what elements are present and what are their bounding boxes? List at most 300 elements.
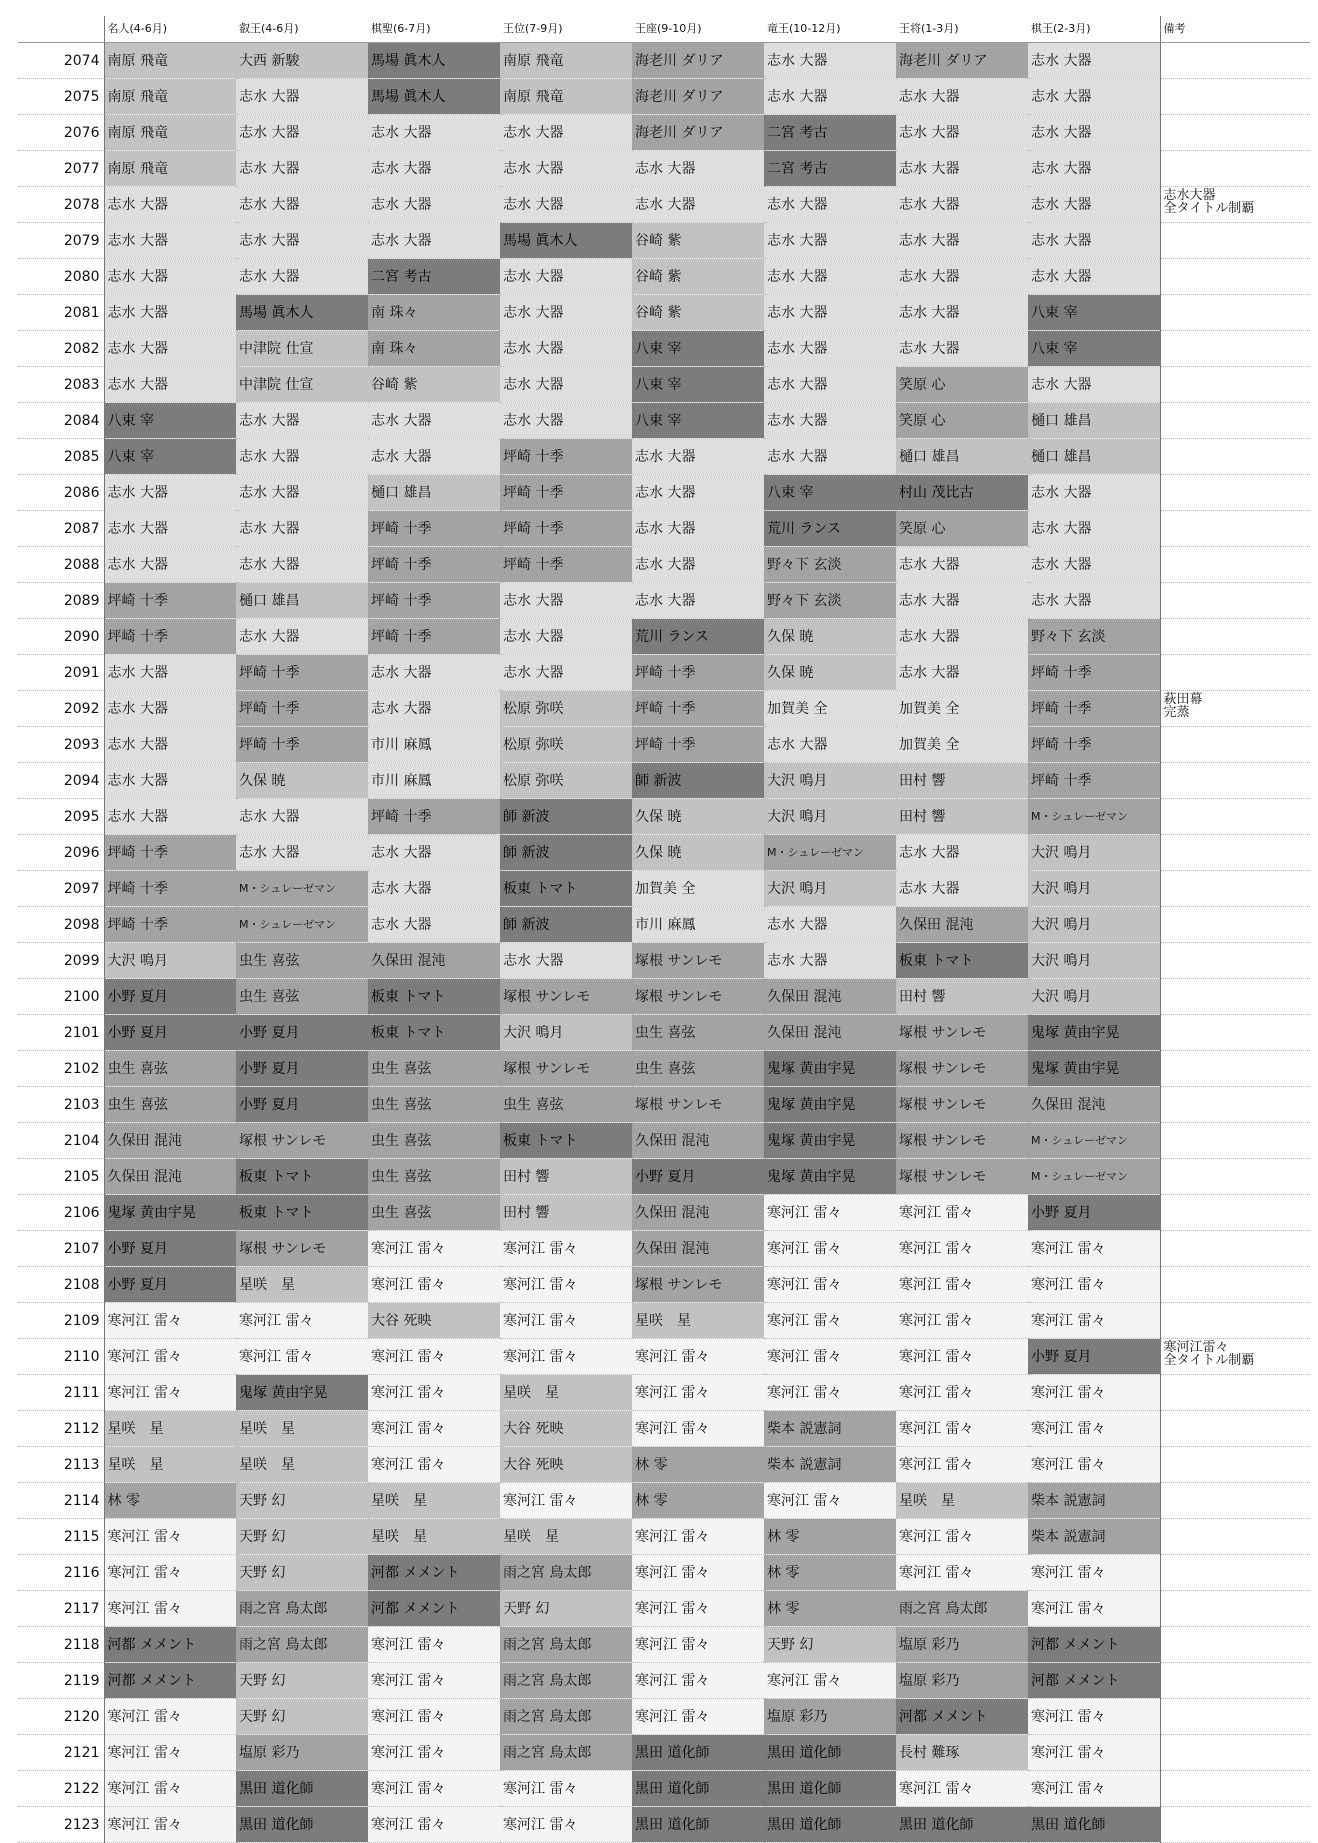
title-holder-cell: 寒河江 雷々	[104, 1699, 236, 1735]
title-holder-cell: 虫生 喜弦	[368, 1123, 500, 1159]
title-holder-cell: 柴本 説憲詞	[1028, 1483, 1160, 1519]
title-holder-cell: 塩原 彩乃	[764, 1699, 896, 1735]
year-cell: 2086	[18, 475, 104, 511]
table-row	[18, 907, 1310, 943]
title-holder-cell: 二宮 考古	[764, 151, 896, 187]
note-cell	[1160, 367, 1310, 403]
title-holder-cell: 寒河江 雷々	[1028, 1735, 1160, 1771]
note-cell	[1160, 1015, 1310, 1051]
note-cell	[1160, 1447, 1310, 1483]
title-holder-cell: 志水 大器	[104, 799, 236, 835]
title-holder-cell: 虫生 喜弦	[236, 979, 368, 1015]
title-holder-cell: 志水 大器	[632, 439, 764, 475]
title-holder-cell: 中津院 仕宣	[236, 331, 368, 367]
title-holder-cell: 坪崎 十季	[500, 547, 632, 583]
title-holder-cell: 野々下 玄淡	[764, 583, 896, 619]
title-holder-cell: 寒河江 雷々	[104, 1807, 236, 1843]
note-cell	[1160, 943, 1310, 979]
title-holder-cell: 志水 大器	[764, 943, 896, 979]
title-holder-cell: 野々下 玄淡	[764, 547, 896, 583]
title-holder-cell: 志水 大器	[104, 259, 236, 295]
title-holder-cell: 塩原 彩乃	[896, 1627, 1028, 1663]
title-holder-cell: 天野 幻	[236, 1663, 368, 1699]
year-cell: 2079	[18, 223, 104, 259]
year-cell: 2117	[18, 1591, 104, 1627]
title-holder-cell: 塩原 彩乃	[896, 1663, 1028, 1699]
title-holder-cell: 星咲 星	[236, 1447, 368, 1483]
year-cell: 2099	[18, 943, 104, 979]
table-row	[18, 1771, 1310, 1807]
title-holder-cell: 志水 大器	[764, 223, 896, 259]
title-holder-cell: 板東 トマト	[500, 1123, 632, 1159]
title-holder-cell: 久保田 混沌	[104, 1159, 236, 1195]
year-cell: 2107	[18, 1231, 104, 1267]
title-holder-cell: 田村 響	[896, 799, 1028, 835]
title-holder-cell: 志水 大器	[104, 511, 236, 547]
title-holder-cell: 志水 大器	[1028, 43, 1160, 79]
title-holder-cell: 鬼塚 黄由宇晃	[764, 1051, 896, 1087]
title-holder-cell: 雨之宮 鳥太郎	[236, 1591, 368, 1627]
title-holder-cell: 市川 麻鳳	[368, 727, 500, 763]
title-holder-cell: 志水 大器	[368, 835, 500, 871]
title-holder-cell: 林 零	[764, 1591, 896, 1627]
title-holder-cell: 志水 大器	[236, 187, 368, 223]
title-holder-cell: 市川 麻鳳	[632, 907, 764, 943]
title-holder-cell: 志水 大器	[896, 835, 1028, 871]
note-cell	[1160, 619, 1310, 655]
title-holder-cell: 寒河江 雷々	[1028, 1267, 1160, 1303]
title-holder-cell: 松原 弥咲	[500, 727, 632, 763]
year-cell: 2090	[18, 619, 104, 655]
year-cell: 2123	[18, 1807, 104, 1843]
table-row	[18, 655, 1310, 691]
year-cell: 2122	[18, 1771, 104, 1807]
table-row	[18, 583, 1310, 619]
title-holder-cell: 志水 大器	[236, 115, 368, 151]
note-cell	[1160, 1627, 1310, 1663]
title-holder-cell: 大沢 鳴月	[1028, 943, 1160, 979]
title-holder-cell: 師 新波	[500, 907, 632, 943]
title-holder-cell: 寒河江 雷々	[632, 1339, 764, 1375]
title-holder-cell: 志水 大器	[236, 439, 368, 475]
title-holder-cell: 寒河江 雷々	[764, 1267, 896, 1303]
title-holder-cell: 海老川 ダリア	[632, 115, 764, 151]
note-cell	[1160, 1375, 1310, 1411]
title-holder-cell: 志水 大器	[1028, 583, 1160, 619]
title-holder-cell: 志水 大器	[896, 259, 1028, 295]
note-cell	[1160, 1807, 1310, 1843]
year-cell: 2114	[18, 1483, 104, 1519]
title-holder-cell: 坪崎 十季	[104, 835, 236, 871]
title-holders-table	[18, 16, 1310, 1843]
title-holder-cell: 鬼塚 黄由宇晃	[764, 1087, 896, 1123]
title-holder-cell: 寒河江 雷々	[104, 1375, 236, 1411]
title-holder-cell: 天野 幻	[764, 1627, 896, 1663]
note-cell: 萩田幕 完蒸	[1160, 691, 1310, 727]
title-holder-cell: 志水 大器	[236, 151, 368, 187]
title-holder-cell: 坪崎 十季	[236, 655, 368, 691]
title-holder-cell: 大沢 鳴月	[1028, 871, 1160, 907]
title-holder-cell: 寒河江 雷々	[1028, 1555, 1160, 1591]
title-holder-cell: 久保田 混沌	[1028, 1087, 1160, 1123]
title-holder-cell: 大沢 鳴月	[764, 763, 896, 799]
title-holder-cell: 塚根 サンレモ	[632, 943, 764, 979]
title-holder-cell: 寒河江 雷々	[368, 1627, 500, 1663]
title-holder-cell: 志水 大器	[368, 403, 500, 439]
title-holder-cell: 星咲 星	[104, 1447, 236, 1483]
title-holder-cell: 寒河江 雷々	[896, 1555, 1028, 1591]
title-holder-cell: M・シュレーゼマン	[1028, 799, 1160, 835]
title-holder-cell: 志水 大器	[1028, 259, 1160, 295]
year-cell: 2113	[18, 1447, 104, 1483]
title-holder-cell: 寒河江 雷々	[632, 1375, 764, 1411]
title-holder-cell: 海老川 ダリア	[632, 43, 764, 79]
title-holder-cell: 虫生 喜弦	[368, 1051, 500, 1087]
title-holder-cell: 寒河江 雷々	[368, 1339, 500, 1375]
title-holder-cell: 志水 大器	[500, 367, 632, 403]
table-row	[18, 1627, 1310, 1663]
title-holder-cell: 馬場 眞木人	[368, 79, 500, 115]
title-holder-cell: 志水 大器	[500, 943, 632, 979]
title-holder-cell: 小野 夏月	[104, 1231, 236, 1267]
title-holder-cell: 志水 大器	[104, 727, 236, 763]
title-holder-cell: 黒田 道化師	[632, 1807, 764, 1843]
title-holder-cell: 板東 トマト	[500, 871, 632, 907]
year-cell: 2094	[18, 763, 104, 799]
title-holder-cell: 大沢 鳴月	[1028, 907, 1160, 943]
header-row	[18, 16, 1310, 43]
title-holder-cell: 志水 大器	[500, 259, 632, 295]
note-cell	[1160, 1087, 1310, 1123]
title-holder-cell: 星咲 星	[500, 1375, 632, 1411]
title-holder-cell: 大沢 鳴月	[500, 1015, 632, 1051]
table-row	[18, 151, 1310, 187]
year-cell: 2098	[18, 907, 104, 943]
title-holder-cell: 二宮 考古	[368, 259, 500, 295]
title-holder-cell: 大西 新駿	[236, 43, 368, 79]
title-holder-cell: 志水 大器	[236, 511, 368, 547]
title-holder-cell: 雨之宮 鳥太郎	[500, 1699, 632, 1735]
title-holder-cell: 南原 飛竜	[500, 79, 632, 115]
year-cell: 2111	[18, 1375, 104, 1411]
title-holder-cell: 志水 大器	[500, 619, 632, 655]
table-row	[18, 1159, 1310, 1195]
table-row	[18, 1483, 1310, 1519]
title-holder-cell: 星咲 星	[896, 1483, 1028, 1519]
title-holder-cell: 志水 大器	[500, 655, 632, 691]
title-holder-cell: 志水 大器	[764, 727, 896, 763]
note-cell	[1160, 1231, 1310, 1267]
title-holder-cell: M・シュレーゼマン	[236, 907, 368, 943]
title-holder-cell: 師 新波	[500, 799, 632, 835]
title-holder-cell: 寒河江 雷々	[500, 1771, 632, 1807]
title-holder-cell: 久保田 混沌	[764, 1015, 896, 1051]
title-holder-cell: 久保田 混沌	[632, 1123, 764, 1159]
title-holder-cell: 八束 宰	[104, 439, 236, 475]
title-holder-cell: 寒河江 雷々	[368, 1771, 500, 1807]
title-holder-cell: 加賀美 全	[632, 871, 764, 907]
title-holder-cell: 坪崎 十季	[1028, 727, 1160, 763]
title-holder-cell: 志水 大器	[632, 547, 764, 583]
note-cell	[1160, 1555, 1310, 1591]
table-row	[18, 1123, 1310, 1159]
title-holder-cell: 板東 トマト	[236, 1195, 368, 1231]
title-holder-cell: 雨之宮 鳥太郎	[500, 1555, 632, 1591]
title-holder-cell: 塩原 彩乃	[236, 1735, 368, 1771]
title-holder-cell: 星咲 星	[236, 1411, 368, 1447]
year-cell: 2115	[18, 1519, 104, 1555]
title-holder-cell: 大沢 鳴月	[764, 799, 896, 835]
title-holder-cell: 虫生 喜弦	[104, 1051, 236, 1087]
title-holder-cell: 荒川 ランス	[764, 511, 896, 547]
year-cell: 2118	[18, 1627, 104, 1663]
title-holder-cell: 坪崎 十季	[368, 619, 500, 655]
title-holder-cell: 志水 大器	[104, 763, 236, 799]
title-holder-cell: 雨之宮 鳥太郎	[500, 1663, 632, 1699]
year-cell: 2078	[18, 187, 104, 223]
year-cell: 2076	[18, 115, 104, 151]
title-holder-cell: 志水 大器	[104, 691, 236, 727]
title-holder-cell: 林 零	[104, 1483, 236, 1519]
year-cell: 2106	[18, 1195, 104, 1231]
title-holder-cell: 田村 響	[500, 1159, 632, 1195]
title-holder-cell: 樋口 雄昌	[896, 439, 1028, 475]
title-holder-cell: 寒河江 雷々	[632, 1411, 764, 1447]
title-holder-cell: 野々下 玄淡	[1028, 619, 1160, 655]
title-holder-cell: 久保 暁	[632, 835, 764, 871]
title-holder-cell: 志水 大器	[764, 439, 896, 475]
title-holder-cell: 寒河江 雷々	[1028, 1591, 1160, 1627]
title-holder-cell: 寒河江 雷々	[368, 1807, 500, 1843]
table-row	[18, 835, 1310, 871]
title-holder-cell: 志水 大器	[764, 367, 896, 403]
title-holder-cell: 坪崎 十季	[236, 691, 368, 727]
year-cell: 2089	[18, 583, 104, 619]
title-holder-cell: 志水 大器	[896, 547, 1028, 583]
table-row	[18, 511, 1310, 547]
title-holder-cell: 寒河江 雷々	[368, 1447, 500, 1483]
year-cell: 2081	[18, 295, 104, 331]
column-header-kisei: 棋聖(6-7月)	[368, 16, 500, 43]
title-holder-cell: 久保 暁	[764, 655, 896, 691]
title-holder-cell: 八束 宰	[632, 367, 764, 403]
title-holder-cell: 星咲 星	[104, 1411, 236, 1447]
title-holder-cell: 志水 大器	[500, 151, 632, 187]
title-holder-cell: 寒河江 雷々	[500, 1807, 632, 1843]
title-holder-cell: 志水 大器	[896, 583, 1028, 619]
title-holder-cell: 南原 飛竜	[500, 43, 632, 79]
title-holder-cell: 塚根 サンレモ	[896, 1015, 1028, 1051]
title-holder-cell: 塚根 サンレモ	[236, 1123, 368, 1159]
note-cell	[1160, 259, 1310, 295]
note-cell	[1160, 1159, 1310, 1195]
title-holder-cell: 虫生 喜弦	[500, 1087, 632, 1123]
title-holder-cell: 寒河江 雷々	[368, 1267, 500, 1303]
title-holder-cell: 鬼塚 黄由宇晃	[104, 1195, 236, 1231]
table-row	[18, 1447, 1310, 1483]
year-cell: 2121	[18, 1735, 104, 1771]
year-cell: 2082	[18, 331, 104, 367]
table-row	[18, 223, 1310, 259]
title-holder-cell: 黒田 道化師	[236, 1771, 368, 1807]
title-holder-cell: 大沢 鳴月	[1028, 835, 1160, 871]
note-cell	[1160, 223, 1310, 259]
table-row	[18, 1735, 1310, 1771]
title-holder-cell: 小野 夏月	[1028, 1195, 1160, 1231]
title-holder-cell: 柴本 説憲詞	[764, 1411, 896, 1447]
title-holder-cell: 南原 飛竜	[104, 79, 236, 115]
title-holder-cell: 星咲 星	[632, 1303, 764, 1339]
note-cell	[1160, 1591, 1310, 1627]
year-cell: 2080	[18, 259, 104, 295]
title-holder-cell: 寒河江 雷々	[896, 1267, 1028, 1303]
title-holder-cell: 久保 暁	[632, 799, 764, 835]
title-holder-cell: 志水 大器	[764, 331, 896, 367]
title-holder-cell: 寒河江 雷々	[632, 1519, 764, 1555]
title-holder-cell: 寒河江 雷々	[236, 1339, 368, 1375]
column-header-kiou: 棋王(2-3月)	[1028, 16, 1160, 43]
title-holder-cell: 志水 大器	[896, 223, 1028, 259]
title-holder-cell: 河都 メメント	[104, 1663, 236, 1699]
title-holder-cell: 寒河江 雷々	[764, 1231, 896, 1267]
title-holder-cell: 寒河江 雷々	[104, 1771, 236, 1807]
note-cell: 寒河江雷々 全タイトル制覇	[1160, 1339, 1310, 1375]
title-holder-cell: 寒河江 雷々	[896, 1339, 1028, 1375]
title-holder-cell: 天野 幻	[236, 1555, 368, 1591]
title-holder-cell: 志水 大器	[632, 583, 764, 619]
note-cell	[1160, 583, 1310, 619]
title-holder-cell: 寒河江 雷々	[896, 1519, 1028, 1555]
title-holder-cell: 天野 幻	[236, 1519, 368, 1555]
title-holder-cell: 星咲 星	[368, 1483, 500, 1519]
title-holder-cell: 志水 大器	[236, 403, 368, 439]
title-holder-cell: 谷崎 紫	[368, 367, 500, 403]
year-cell: 2119	[18, 1663, 104, 1699]
title-holder-cell: 八束 宰	[632, 331, 764, 367]
title-holder-cell: 小野 夏月	[236, 1051, 368, 1087]
title-holder-cell: 塚根 サンレモ	[500, 979, 632, 1015]
title-holder-cell: 樋口 雄昌	[236, 583, 368, 619]
note-cell	[1160, 511, 1310, 547]
note-cell	[1160, 331, 1310, 367]
title-holder-cell: 坪崎 十季	[104, 619, 236, 655]
note-cell	[1160, 475, 1310, 511]
title-holder-cell: 坪崎 十季	[500, 439, 632, 475]
title-holder-cell: 塚根 サンレモ	[632, 979, 764, 1015]
note-cell	[1160, 1051, 1310, 1087]
title-holder-cell: 寒河江 雷々	[764, 1483, 896, 1519]
title-holder-cell: 天野 幻	[500, 1591, 632, 1627]
title-holder-cell: 志水 大器	[764, 187, 896, 223]
title-holder-cell: 林 零	[632, 1483, 764, 1519]
note-cell	[1160, 871, 1310, 907]
title-holder-cell: 坪崎 十季	[368, 583, 500, 619]
title-holder-cell: 寒河江 雷々	[500, 1231, 632, 1267]
title-holder-cell: 田村 響	[896, 763, 1028, 799]
title-holder-cell: 大沢 鳴月	[764, 871, 896, 907]
title-holder-cell: 加賀美 全	[764, 691, 896, 727]
column-header-ryuou: 竜王(10-12月)	[764, 16, 896, 43]
title-holder-cell: 寒河江 雷々	[500, 1483, 632, 1519]
title-holder-cell: 星咲 星	[236, 1267, 368, 1303]
title-holder-cell: 志水 大器	[368, 439, 500, 475]
title-holder-cell: 馬場 眞木人	[500, 223, 632, 259]
year-cell: 2109	[18, 1303, 104, 1339]
title-holder-cell: 志水 大器	[632, 151, 764, 187]
note-cell	[1160, 1195, 1310, 1231]
title-holder-cell: 坪崎 十季	[500, 511, 632, 547]
table-row	[18, 547, 1310, 583]
year-cell: 2120	[18, 1699, 104, 1735]
title-holder-cell: 志水 大器	[1028, 511, 1160, 547]
title-holder-cell: 寒河江 雷々	[896, 1303, 1028, 1339]
title-holder-cell: 荒川 ランス	[632, 619, 764, 655]
title-holder-cell: 河都 メメント	[896, 1699, 1028, 1735]
year-cell: 2101	[18, 1015, 104, 1051]
table-row	[18, 1195, 1310, 1231]
note-cell	[1160, 907, 1310, 943]
title-holder-cell: 中津院 仕宣	[236, 367, 368, 403]
title-holder-cell: 加賀美 全	[896, 727, 1028, 763]
title-holder-cell: 志水 大器	[632, 475, 764, 511]
title-holder-cell: 寒河江 雷々	[896, 1411, 1028, 1447]
title-holder-cell: 志水 大器	[236, 259, 368, 295]
title-holder-cell: 久保 暁	[764, 619, 896, 655]
title-holder-cell: 寒河江 雷々	[500, 1267, 632, 1303]
title-holder-cell: 坪崎 十季	[104, 871, 236, 907]
year-cell: 2093	[18, 727, 104, 763]
title-holder-cell: 坪崎 十季	[368, 799, 500, 835]
title-holder-cell: 志水 大器	[236, 223, 368, 259]
title-holder-cell: 志水 大器	[104, 475, 236, 511]
note-cell	[1160, 763, 1310, 799]
title-holder-cell: 寒河江 雷々	[104, 1519, 236, 1555]
title-holder-cell: 塚根 サンレモ	[896, 1123, 1028, 1159]
title-holder-cell: 大沢 鳴月	[104, 943, 236, 979]
note-cell	[1160, 1267, 1310, 1303]
title-holder-cell: 八束 宰	[632, 403, 764, 439]
title-holder-cell: 黒田 道化師	[632, 1735, 764, 1771]
title-holder-cell: 志水 大器	[104, 295, 236, 331]
title-holder-cell: 久保 暁	[236, 763, 368, 799]
title-holder-cell: 志水 大器	[764, 79, 896, 115]
title-holder-cell: 久保田 混沌	[764, 979, 896, 1015]
title-holder-cell: 海老川 ダリア	[632, 79, 764, 115]
title-holder-cell: 虫生 喜弦	[632, 1051, 764, 1087]
note-cell	[1160, 295, 1310, 331]
title-holder-cell: 寒河江 雷々	[368, 1663, 500, 1699]
title-holder-cell: 志水 大器	[896, 331, 1028, 367]
table-row	[18, 1663, 1310, 1699]
table-header	[18, 16, 1310, 43]
title-holder-cell: 久保田 混沌	[896, 907, 1028, 943]
column-header-notes: 備考	[1160, 16, 1310, 43]
title-holder-cell: 坪崎 十季	[236, 727, 368, 763]
title-holder-cell: 村山 茂比古	[896, 475, 1028, 511]
title-holder-cell: 師 新波	[632, 763, 764, 799]
title-holder-cell: 八束 宰	[1028, 295, 1160, 331]
title-holder-cell: 塚根 サンレモ	[896, 1159, 1028, 1195]
title-holder-cell: 小野 夏月	[104, 1015, 236, 1051]
title-holder-cell: 寒河江 雷々	[368, 1699, 500, 1735]
note-cell	[1160, 403, 1310, 439]
year-cell: 2091	[18, 655, 104, 691]
title-holder-cell: 河都 メメント	[1028, 1627, 1160, 1663]
note-cell	[1160, 1123, 1310, 1159]
title-holder-cell: 寒河江 雷々	[1028, 1447, 1160, 1483]
table-row	[18, 1519, 1310, 1555]
title-holder-cell: 志水 大器	[896, 151, 1028, 187]
